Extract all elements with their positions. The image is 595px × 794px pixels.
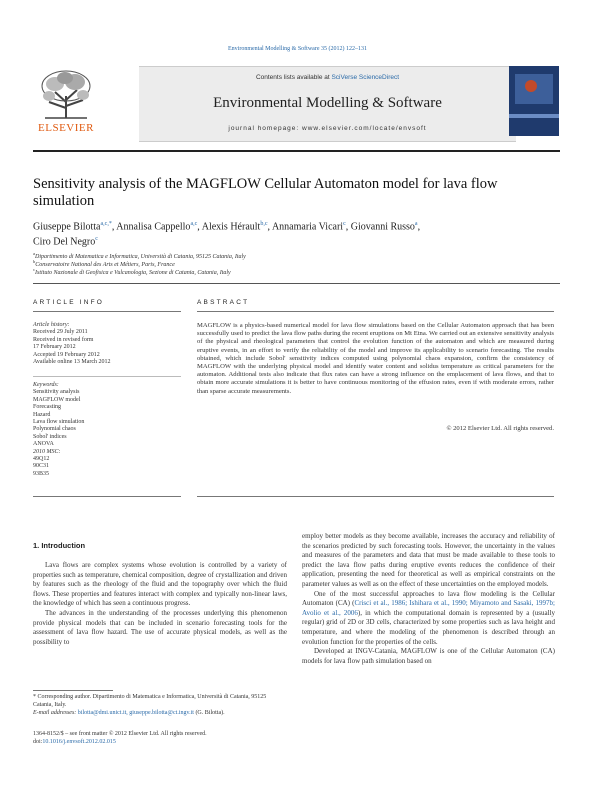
history-divider	[33, 376, 181, 377]
history-line: Received 29 July 2011	[33, 329, 88, 336]
email-suffix: (G. Bilotta).	[193, 710, 225, 716]
article-info-heading: ARTICLE INFO	[33, 299, 105, 306]
author-affil-sup[interactable]: a,c,*	[100, 221, 112, 227]
article-info-rule	[33, 311, 181, 312]
author-name[interactable]: Annamaria Vicari	[271, 221, 344, 233]
abstract-rule	[197, 311, 554, 312]
keyword: MAGFLOW model	[33, 396, 81, 403]
journal-header	[33, 66, 560, 144]
history-line: Accepted 19 February 2012	[33, 351, 100, 358]
keywords-label: Keywords:	[33, 382, 59, 388]
affiliation	[33, 267, 231, 276]
affiliation-sup: b	[33, 259, 36, 264]
affiliation-sup: c	[33, 267, 35, 272]
footnote-line: * Corresponding author. Dipartimento di Matematica e Informatica, Università di Catania, 95125 Catania, Italy.	[33, 694, 267, 708]
author-affil-sup[interactable]: b,c	[260, 221, 268, 227]
author-name[interactable]: Ciro Del Negro	[33, 236, 96, 248]
history-label: Article history:	[33, 322, 70, 328]
author-list	[33, 218, 560, 249]
sciencedirect-link[interactable]: SciVerse ScienceDirect	[331, 74, 400, 81]
keyword: Sobol' indices	[33, 433, 67, 440]
email-links[interactable]: bilotta@dmi.unict.it, giuseppe.bilotta@ct.ingv.it	[77, 710, 194, 716]
elsevier-tree-icon	[35, 68, 97, 120]
article-title: Sensitivity analysis of the MAGFLOW Cellular Automaton model for lava flow simulation	[33, 176, 498, 209]
msc-code: 90C31	[33, 463, 50, 470]
author-affil-sup[interactable]: a	[414, 221, 418, 227]
article-history	[33, 322, 181, 366]
body-paragraph: employ better models as they become available, increases the accuracy and reliability of the scenarios predicted by such forecasting tools. However, the uncertainty in the values and measures of the parameters and data that must be made available to these tools to predict the lava flow paths during eruptive events reduces the confidence of their application, presenting the need for theoretical as well as empirical constraints on the parameter values as well as on the effect of these uncertainties on the employed models.	[302, 532, 555, 588]
abstract-bottom-rule	[197, 496, 554, 497]
cover-dot	[525, 80, 537, 92]
affiliation-divider	[33, 283, 560, 284]
affiliation-sup: a	[33, 251, 35, 256]
issn-line: 1364-8152/$ – see front matter © 2012 Elsevier Ltd. All rights reserved.	[33, 731, 207, 737]
author-affil-sup[interactable]: c	[343, 221, 346, 227]
citation-links[interactable]: Crisci et al., 1986; Ishihara et al., 1990; Miyamoto and Sasaki, 1997b; Avolio et al., 2006	[302, 599, 556, 617]
author-separator: ,	[345, 221, 351, 233]
keyword: Lava flow simulation	[33, 419, 85, 426]
affiliation-text: Dipartimento di Matematica e Informatica, Università di Catania, 95125 Catania, Italy	[35, 254, 246, 260]
history-line: Received in revised form	[33, 336, 94, 343]
corresponding-author-footnote	[33, 693, 287, 717]
article-info-bottom-rule	[33, 496, 181, 497]
author-name[interactable]: Annalisa Cappello	[116, 221, 191, 233]
homepage-prefix: journal homepage:	[228, 125, 303, 132]
paragraph-text: ), in which the computational domain is represented by a (usually regular) grid of 2D or 3D cells, characterized by some properties such as lava height and temperature, and where the modeling of the phenomenon is described through an evolution function for the properties of the cells.	[302, 608, 556, 646]
keyword: ANOVA	[33, 441, 54, 448]
journal-homepage	[139, 125, 516, 132]
keyword: Sensitivity analysis	[33, 389, 80, 396]
keyword: Forecasting	[33, 404, 61, 411]
footnote-emails	[33, 709, 287, 717]
body-paragraph: Developed at INGV-Catania, MAGFLOW is one of the Cellular Automaton (CA) models for lava flow path simulation based on	[302, 647, 555, 665]
journal-cover-image	[509, 66, 559, 136]
homepage-url[interactable]: www.elsevier.com/locate/envsoft	[302, 125, 427, 132]
author-name[interactable]: Giovanni Russo	[350, 221, 415, 233]
author-affil-sup[interactable]: c	[95, 236, 98, 243]
doi-prefix: doi:	[33, 739, 43, 745]
copyright-notice: © 2012 Elsevier Ltd. All rights reserved.	[446, 425, 554, 432]
body-paragraph: Lava flows are complex systems whose evolution is controlled by a variety of properties such as temperature, chemical composition, degree of crystallization and driven by features such as the rheology of the fluid and the topography over which the fluid flows. These properties and features interact with complex and typically non-linear laws, the knowledge of which has seen a continuous progress.	[33, 561, 287, 608]
doi-line	[33, 738, 333, 746]
msc-code: 93B35	[33, 470, 50, 477]
author-affil-sup[interactable]: a,c	[190, 221, 198, 227]
history-line: 17 February 2012	[33, 344, 76, 351]
contents-prefix: Contents lists available at	[255, 74, 332, 81]
cover-band	[509, 114, 559, 118]
footnote-rule	[33, 690, 113, 691]
body-paragraph	[302, 590, 555, 648]
header-divider	[33, 150, 560, 152]
msc-label: 2010 MSC:	[33, 448, 61, 455]
keyword: Hazard	[33, 411, 51, 418]
body-column-right	[302, 532, 555, 666]
paragraph-text: One of the most successful approaches to lava flow modeling is the Cellular Automaton (CA) (	[302, 589, 555, 608]
publisher-name: ELSEVIER	[38, 122, 94, 134]
author-name[interactable]: Alexis Hérault	[201, 221, 261, 233]
body-column-left	[33, 561, 287, 647]
keywords-block	[33, 382, 181, 478]
journal-banner	[139, 66, 516, 142]
affiliation-text: Conservatoire National des Arts et Métiers, Paris, France	[35, 262, 175, 268]
abstract-text: MAGFLOW is a physics-based numerical model for lava flow simulations based on the Cellular Automaton approach that has been successfully used to predict the lava flow paths during the recent eruptions on Mt Etna. We carried out an extensive sensitivity analysis of the physical and rheological parameters that control the evolution function of the automaton and which are measured during eruptive events, in an effort to verify the reliability of the model and improve its applicability to scenario forecasting. The results obtained, which include Sobol' sensitivity indices computed using polynomial chaos expansion, confirm the consistency of MAGFLOW with the underlying physical model and identify water content and solidus temperature as critical parameters for the automaton. Additional tests also indicate that flux rates can have a strong influence on the emplacement of lava flows, and that to obtain more accurate simulations it is better to have continuous monitoring of the effusion rates, even if with moderate errors, rather than sparse accurate measurements.	[197, 322, 554, 395]
journal-title: Environmental Modelling & Software	[213, 95, 442, 111]
author-separator: ,	[417, 221, 421, 233]
front-matter-info	[33, 730, 333, 746]
keyword: Polynomial chaos	[33, 426, 76, 433]
abstract-heading: ABSTRACT	[197, 299, 250, 306]
msc-code: 49Q12	[33, 456, 50, 463]
author-separator: ,	[111, 221, 117, 233]
journal-reference[interactable]: Environmental Modelling & Software 35 (2012) 122–131	[228, 46, 367, 52]
author-separator: ,	[267, 221, 272, 233]
section-heading-introduction: 1. Introduction	[33, 541, 86, 550]
author-separator: ,	[197, 221, 202, 233]
affiliation-text: Istituto Nazionale di Geofisica e Vulcanologia, Sezione di Catania, Catania, Italy	[35, 270, 231, 276]
author-name[interactable]: Giuseppe Bilotta	[33, 221, 101, 233]
doi-link[interactable]: 10.1016/j.envsoft.2012.02.015	[42, 739, 116, 745]
body-paragraph: The advances in the understanding of the processes underlying this phenomenon provide physical models that can be included in scenario forecasting tools for the assessment of lava flow hazard. The use of accurate physical models, as well as the possibility to	[33, 608, 287, 646]
contents-line	[139, 74, 516, 81]
elsevier-logo	[33, 66, 99, 134]
history-line: Available online 13 March 2012	[33, 359, 111, 366]
email-label: E-mail addresses:	[33, 710, 78, 716]
